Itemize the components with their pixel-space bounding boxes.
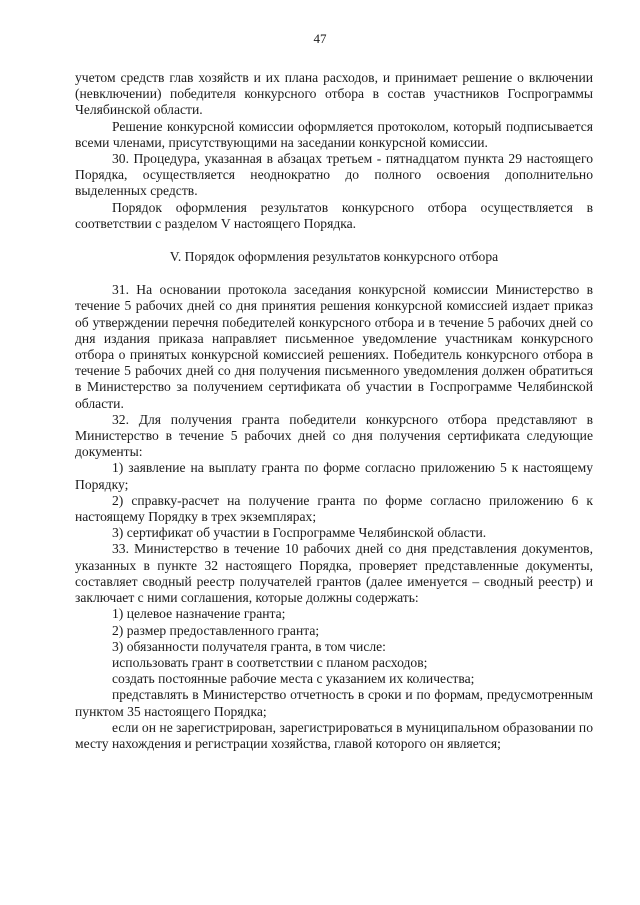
paragraph: 31. На основании протокола заседания конкурсной комиссии Министерство в течение 5 рабочих дней со дня принятия решения конкурсной комиссией издает приказ об утверждении перечня победителей конкурсного отбора и в течение 5 рабочих дней со дня издания приказа направляет письменное уведомление участникам конкурсного отбора о принятых конкурсной комиссией решениях. Победитель конкурсного отбора в течение 5 рабочих дней со дня получения письменного уведомления должен обратиться в Министерство за получением сертификата об участии в Госпрограмме Челябинской области. [75, 282, 593, 411]
list-item: 2) справку-расчет на получение гранта по форме согласно приложению 6 к настоящему Порядку в трех экземплярах; [75, 492, 593, 525]
paragraph: учетом средств глав хозяйств и их плана расходов, и принимает решение о включении (невключении) победителя конкурсного отбора в состав участников Госпрограммы Челябинской области. [75, 70, 593, 118]
page-number: 47 [313, 31, 327, 46]
paragraph: 30. Процедура, указанная в абзацах третьем - пятнадцатом пункта 29 настоящего Порядка, осуществляется неоднократно до полного освоения дополнительно выделенных средств. [75, 151, 593, 199]
list-item: представлять в Министерство отчетность в сроки и по формам, предусмотренным пунктом 35 настоящего Порядка; [75, 687, 593, 719]
list-item: 1) заявление на выплату гранта по форме согласно приложению 5 к настоящему Порядку; [75, 460, 593, 492]
list-item: если он не зарегистрирован, зарегистрироваться в муниципальном образовании по месту нахождения и регистрации хозяйства, главой которого он является; [75, 719, 593, 751]
list-item: 3) обязанности получателя гранта, в том числе: [112, 638, 386, 654]
list-item: 2) размер предоставленного гранта; [112, 622, 320, 638]
paragraph: Порядок оформления результатов конкурсного отбора осуществляется в соответствии с разделом V настоящего Порядка. [75, 199, 593, 231]
list-item: 1) целевое назначение гранта; [112, 606, 286, 622]
list-item: создать постоянные рабочие места с указанием их количества; [112, 671, 475, 687]
document-body [75, 70, 593, 752]
list-item: 3) сертификат об участии в Госпрограмме Челябинской области. [112, 525, 487, 541]
paragraph: 32. Для получения гранта победители конкурсного отбора представляют в Министерство в течение 5 рабочих дней со дня получения сертификата следующие документы: [75, 411, 593, 460]
list-item: использовать грант в соответствии с планом расходов; [112, 654, 428, 670]
paragraph: Решение конкурсной комиссии оформляется протоколом, который подписывается всеми членами, присутствующими на заседании конкурсной комиссии. [75, 118, 593, 150]
section-heading: V. Порядок оформления результатов конкурсного отбора [169, 249, 499, 265]
paragraph: 33. Министерство в течение 10 рабочих дней со дня представления документов, указанных в пункте 32 настоящего Порядка, проверяет представленные документы, составляет сводный реестр получателей грантов (далее именуется – сводный реестр) и заключает с ними соглашения, которые должны содержать: [75, 541, 593, 606]
